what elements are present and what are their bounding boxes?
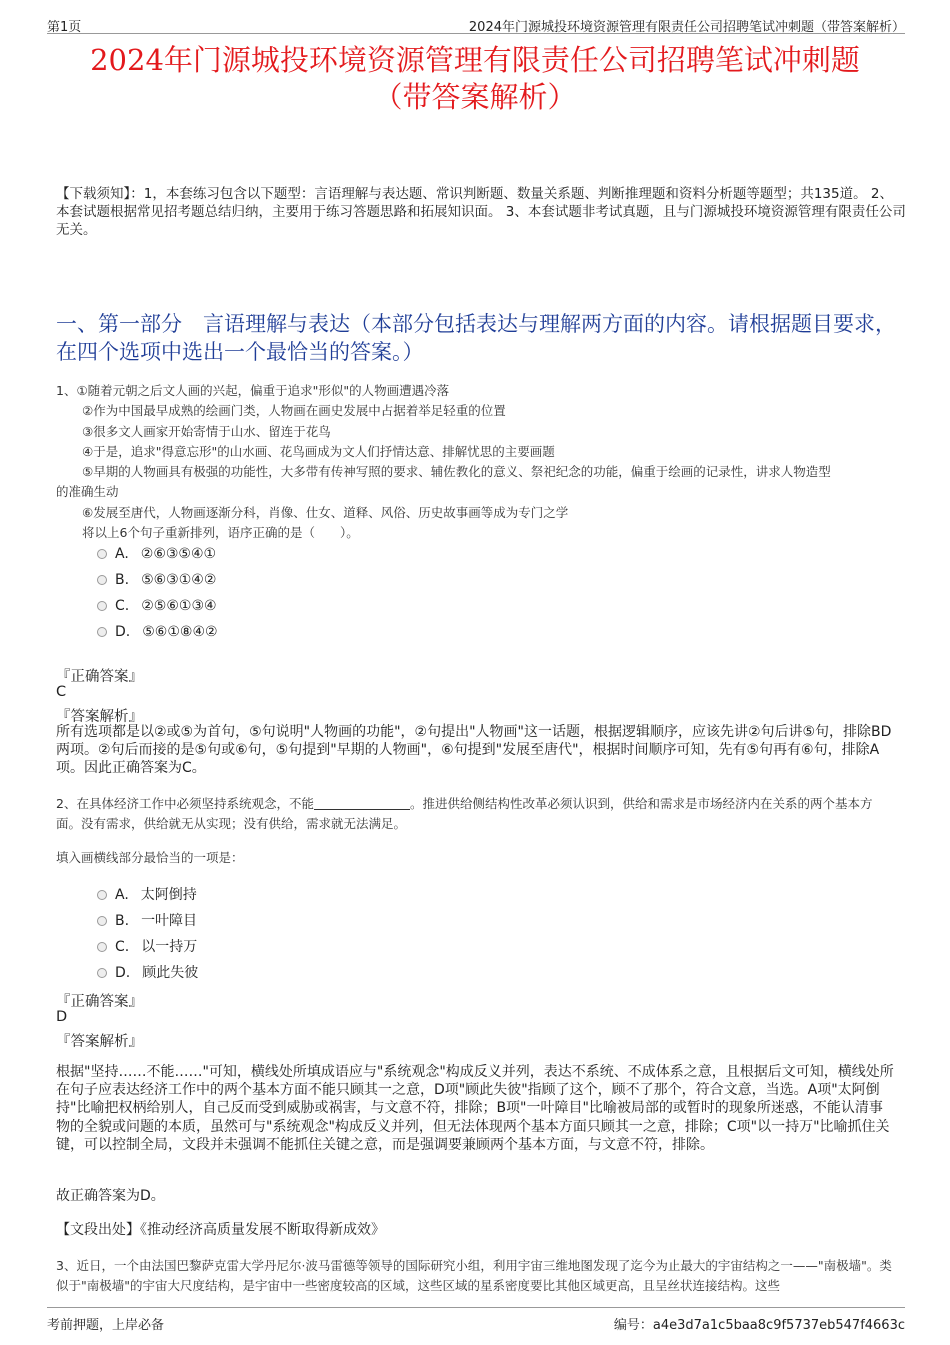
q2-option-d[interactable]: D. 顾此失彼: [97, 962, 198, 982]
footer-slogan: 考前押题，上岸必备: [47, 1318, 165, 1333]
radio-icon[interactable]: [97, 627, 107, 637]
radio-icon[interactable]: [97, 575, 107, 585]
q1-answer-tag: 『正确答案』: [56, 669, 143, 685]
q1-line: ⑥发展至唐代，人物画逐渐分科，肖像、仕女、道释、风俗、历史故事画等成为专门之学: [82, 504, 569, 520]
q2-option-a[interactable]: A. 太阿倒持: [97, 884, 197, 904]
q2-analysis-tag: 『答案解析』: [56, 1034, 143, 1050]
q2-source: 【文段出处】《推动经济高质量发展不断取得新成效》: [56, 1222, 385, 1238]
q1-line: 将以上6个句子重新排列，语序正确的是（ ）。: [82, 525, 359, 541]
q1-option-d[interactable]: D. ⑤⑥①⑧④②: [97, 624, 218, 640]
radio-icon[interactable]: [97, 968, 107, 978]
radio-icon[interactable]: [97, 942, 107, 952]
q1-option-b[interactable]: B. ⑤⑥③①④②: [97, 572, 216, 588]
q1-option-c[interactable]: C. ②⑤⑥①③④: [97, 598, 217, 614]
q1-line: ③很多文人画家开始寄情于山水、留连于花鸟: [82, 423, 331, 439]
page-header: [47, 14, 905, 34]
header-doc-title: 2024年门源城投环境资源管理有限责任公司招聘笔试冲刺题（带答案解析）: [468, 20, 905, 35]
footer-doc-id: 编号：a4e3d7a1c5baa8c9f5737eb547f4663c: [613, 1318, 905, 1333]
document-title: [0, 42, 950, 116]
question-3-stem: 3、近日，一个由法国巴黎萨克雷大学丹尼尔·波马雷德等领导的国际研究小组，利用宇宙三维地图发现了迄今为止最大的宇宙结构之一——"南极墙"。类似于"南极墙"的宇宙大尺度结构，是宇宙中一些密度较高的区域，这些区域的星系密度要比其他区域更高，且呈丝状连接结构。这些: [56, 1258, 892, 1294]
q1-line: 的准确生动: [56, 484, 119, 500]
radio-icon[interactable]: [97, 916, 107, 926]
q1-option-a[interactable]: A. ②⑥③⑤④①: [97, 546, 216, 562]
download-notice: 【下载须知】：1，本套练习包含以下题型：言语理解与表达题、常识判断题、数量关系题、判断推理题和资料分析题等题型；共135道。 2、本套试题根据常见招考题总结归纳，主要用于练习答题思路和拓展知识面。 3、本套试题非考试真题，且与门源城投环境资源管理有限责任公司无关。: [56, 186, 906, 238]
q2-conclusion: 故正确答案为D。: [56, 1188, 165, 1204]
title-line-2: （带答案解析）: [373, 80, 577, 114]
section-heading: 一、第一部分 言语理解与表达（本部分包括表达与理解两方面的内容。请根据题目要求，在四个选项中选出一个最恰当的答案。）: [56, 312, 896, 364]
title-line-1: 2024年门源城投环境资源管理有限责任公司招聘笔试冲刺题: [90, 43, 860, 77]
radio-icon[interactable]: [97, 549, 107, 559]
question-1-stem: [56, 381, 896, 543]
q1-line: ②作为中国最早成熟的绘画门类，人物画在画史发展中占据着举足轻重的位置: [82, 403, 506, 419]
page-number: 第1页: [47, 20, 82, 35]
radio-icon[interactable]: [97, 890, 107, 900]
q1-line: ④于是，追求"得意忘形"的山水画、花鸟画成为文人们抒情达意、排解忧思的主要画题: [82, 443, 555, 459]
q1-line: ⑤早期的人物画具有极强的功能性，大多带有传神写照的要求、辅佐教化的意义、祭祀纪念的功能，偏重于绘画的记录性，讲求人物造型: [82, 464, 831, 480]
q2-answer: D: [56, 1009, 68, 1025]
page-footer: [47, 1307, 905, 1338]
q2-option-c[interactable]: C. 以一持万: [97, 936, 197, 956]
q1-answer: C: [56, 684, 67, 700]
q1-line: 1、①随着元朝之后文人画的兴起，偏重于追求"形似"的人物画遭遇冷落: [56, 383, 450, 398]
q2-prompt: 填入画横线部分最恰当的一项是：: [56, 850, 244, 865]
fill-blank: [314, 797, 410, 810]
q1-analysis: 所有选项都是以②或⑤为首句，⑤句说明"人物画的功能"，②句提出"人物画"这一话题，根据逻辑顺序，应该先讲②句后讲⑤句，排除BD两项。②句后而接的是⑤句或⑥句，⑤句提到"早期的人物画"，⑥句提到"发展至唐代"，根据时间顺序可知，先有⑤句再有⑥句，排除A项。因此正确答案为C。: [56, 724, 892, 777]
q2-answer-tag: 『正确答案』: [56, 994, 143, 1010]
q1-analysis-tag: 『答案解析』: [56, 709, 143, 725]
radio-icon[interactable]: [97, 601, 107, 611]
question-2-stem: 2、在具体经济工作中必须坚持系统观念，不能 。推进供给侧结构性改革必须认识到，供给和需求是市场经济内在关系的两个基本方面。没有需求，供给就无从实现；没有供给，需求就无法满足。: [56, 796, 873, 832]
q2-analysis: 根据"坚持……不能……"可知，横线处所填成语应与"系统观念"构成反义并列，表达不系统、不成体系之意，且根据后文可知，横线处所在句子应表达经济工作中的两个基本方面不能只顾其一之意，D项"顾此失彼"指顾了这个，顾不了那个，符合文意，当选。A项"太阿倒持"比喻把权柄给别人，自己反而受到威胁或祸害，与文意不符，排除；B项"一叶障目"比喻被局部的或暂时的现象所迷惑，不能认清事物的全貌或问题的本质，虽然可与"系统观念"构成反义并列，但无法体现两个基本方面只顾其一之意，排除；C项"以一持万"比喻抓住关键，可以控制全局，文段并未强调不能抓住关键之意，而是强调要兼顾两个基本方面，与文意不符，排除。: [56, 1064, 894, 1153]
q2-option-b[interactable]: B. 一叶障目: [97, 910, 197, 930]
